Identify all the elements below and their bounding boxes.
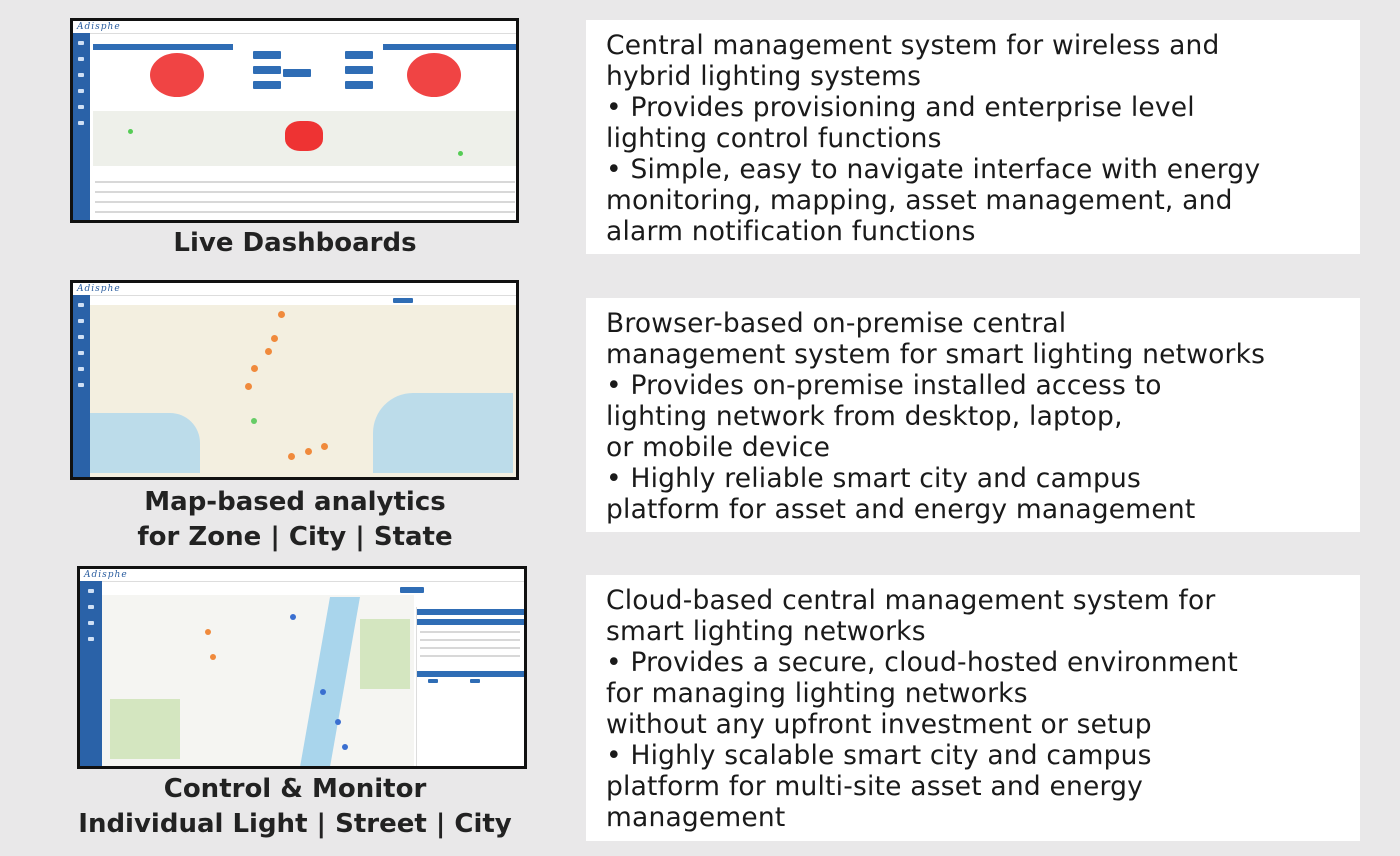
status-pie-right <box>407 53 461 97</box>
description-line: • Provides on-premise installed access to <box>606 370 1162 401</box>
app-sidebar <box>80 581 102 766</box>
status-pie-left <box>150 53 204 97</box>
park-area <box>360 619 410 689</box>
description-line: lighting control functions <box>606 123 942 154</box>
description-line: Browser-based on-premise central <box>606 308 1067 339</box>
row-3-caption <box>60 772 530 842</box>
control-monitor-screenshot <box>77 566 527 769</box>
app-header <box>73 283 516 296</box>
description-line: • Highly scalable smart city and campus <box>606 740 1152 771</box>
description-line: smart lighting networks <box>606 616 926 647</box>
description-line: alarm notification functions <box>606 216 976 247</box>
description-line: for managing lighting networks <box>606 678 1028 709</box>
description-line: hybrid lighting systems <box>606 61 922 92</box>
row-3-description <box>586 575 1360 841</box>
caption-line: for Zone | City | State <box>137 522 453 552</box>
app-header <box>73 21 516 34</box>
description-line: platform for asset and energy management <box>606 494 1196 525</box>
sea-area <box>373 393 513 473</box>
description-line: without any upfront investment or setup <box>606 709 1152 740</box>
brand-logo: Adisphe <box>77 22 121 32</box>
description-line: lighting network from desktop, laptop, <box>606 401 1123 432</box>
row-2-caption <box>60 485 530 555</box>
row-1-caption <box>60 226 530 261</box>
caption-line: Control & Monitor <box>163 774 427 804</box>
description-line: platform for multi-site asset and energy <box>606 771 1144 802</box>
brand-logo: Adisphe <box>84 570 128 580</box>
map-analytics-screenshot <box>70 280 519 480</box>
live-dashboard-screenshot <box>70 18 519 223</box>
caption-line: Individual Light | Street | City <box>78 809 512 839</box>
description-line: • Simple, easy to navigate interface with energy <box>606 154 1261 185</box>
app-header <box>80 569 524 582</box>
description-line: • Provides provisioning and enterprise level <box>606 92 1195 123</box>
description-line: • Highly reliable smart city and campus <box>606 463 1142 494</box>
row-2-description <box>586 298 1360 532</box>
row-1-description <box>586 20 1360 254</box>
description-line: monitoring, mapping, asset management, and <box>606 185 1233 216</box>
brand-logo: Adisphe <box>77 284 121 294</box>
app-sidebar <box>73 33 90 220</box>
description-line: • Provides a secure, cloud-hosted environment <box>606 647 1238 678</box>
description-line: or mobile device <box>606 432 831 463</box>
description-line: Cloud-based central management system for <box>606 585 1216 616</box>
app-sidebar <box>73 295 90 477</box>
caption-line: Live Dashboards <box>173 228 417 258</box>
description-line: Central management system for wireless and <box>606 30 1220 61</box>
description-line: management system for smart lighting networks <box>606 339 1266 370</box>
caption-line: Map-based analytics <box>144 487 446 517</box>
description-line: management <box>606 802 786 833</box>
